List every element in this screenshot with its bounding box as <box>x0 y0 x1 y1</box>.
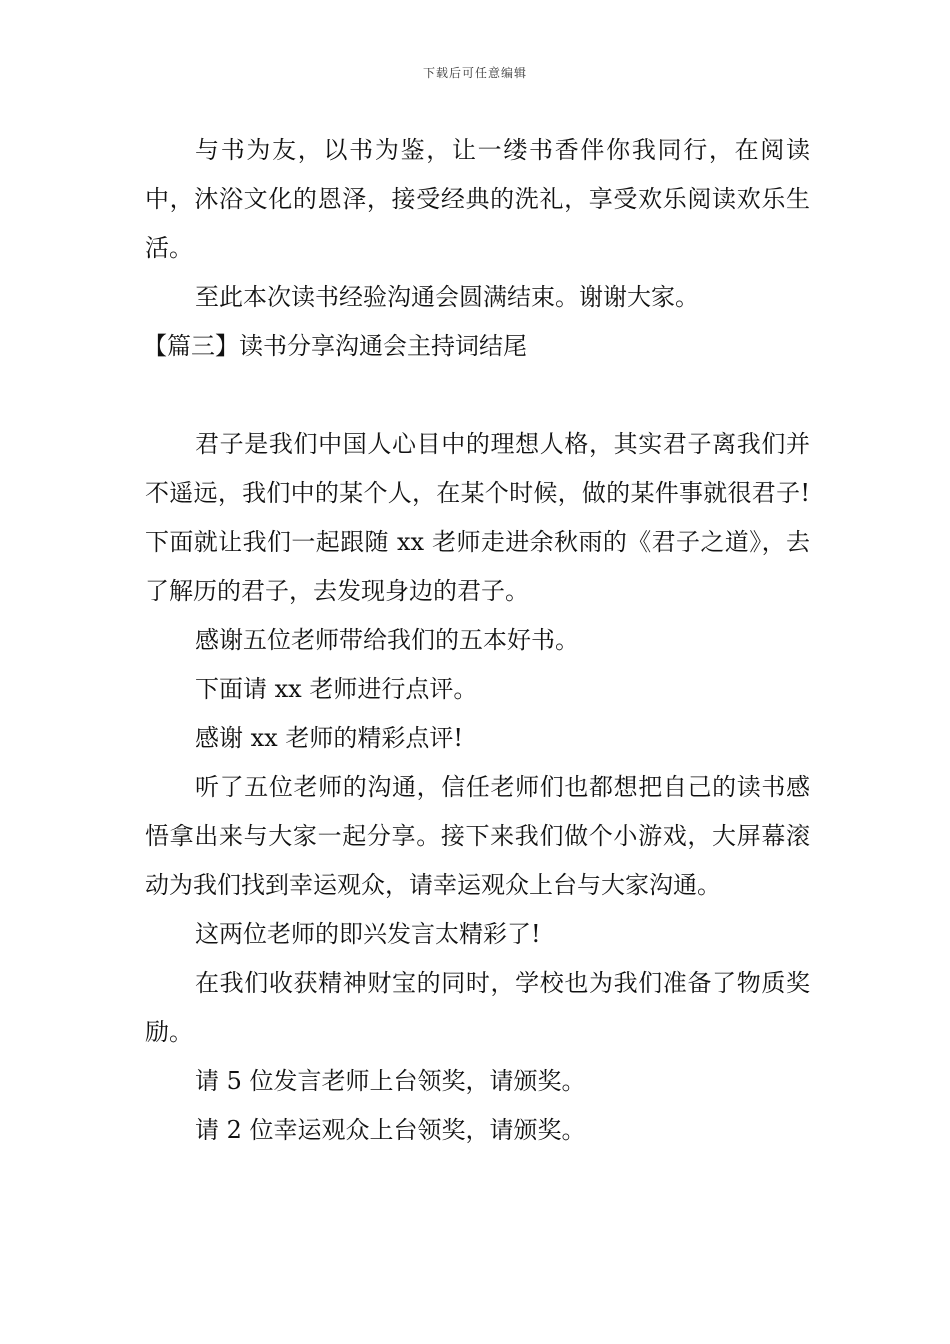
paragraph: 这两位老师的即兴发言太精彩了! <box>195 920 541 948</box>
paragraph: 听了五位老师的沟通，信任老师们也都想把自己的读书感悟拿出来与大家一起分享。接下来我们做个小游戏，大屏幕滚动为我们找到幸运观众，请幸运观众上台与大家沟通。 <box>145 773 810 899</box>
paragraph: 请 5 位发言老师上台领奖，请颁奖。 <box>195 1067 586 1095</box>
section-title: 【篇三】读书分享沟通会主持词结尾 <box>143 332 527 360</box>
paragraph: 下面请 xx 老师进行点评。 <box>195 675 478 703</box>
page-header-note: 下载后可任意编辑 <box>422 66 527 80</box>
paragraph: 请 2 位幸运观众上台领奖，请颁奖。 <box>195 1116 586 1144</box>
paragraph: 感谢五位老师带给我们的五本好书。 <box>195 626 579 654</box>
paragraph: 在我们收获精神财宝的同时，学校也为我们准备了物质奖励。 <box>145 969 810 1046</box>
spacer <box>145 371 810 420</box>
document-body <box>145 126 810 1155</box>
paragraph: 至此本次读书经验沟通会圆满结束。谢谢大家。 <box>195 283 699 311</box>
paragraph: 君子是我们中国人心目中的理想人格，其实君子离我们并不遥远，我们中的某个人，在某个时候，做的某件事就很君子!下面就让我们一起跟随 xx 老师走进余秋雨的《君子之道》，去了解历的君子，去发现身边的君子。 <box>145 430 810 605</box>
paragraph: 感谢 xx 老师的精彩点评! <box>195 724 463 752</box>
paragraph: 与书为友，以书为鉴，让一缕书香伴你我同行，在阅读中，沐浴文化的恩泽，接受经典的洗礼，享受欢乐阅读欢乐生活。 <box>145 136 810 262</box>
